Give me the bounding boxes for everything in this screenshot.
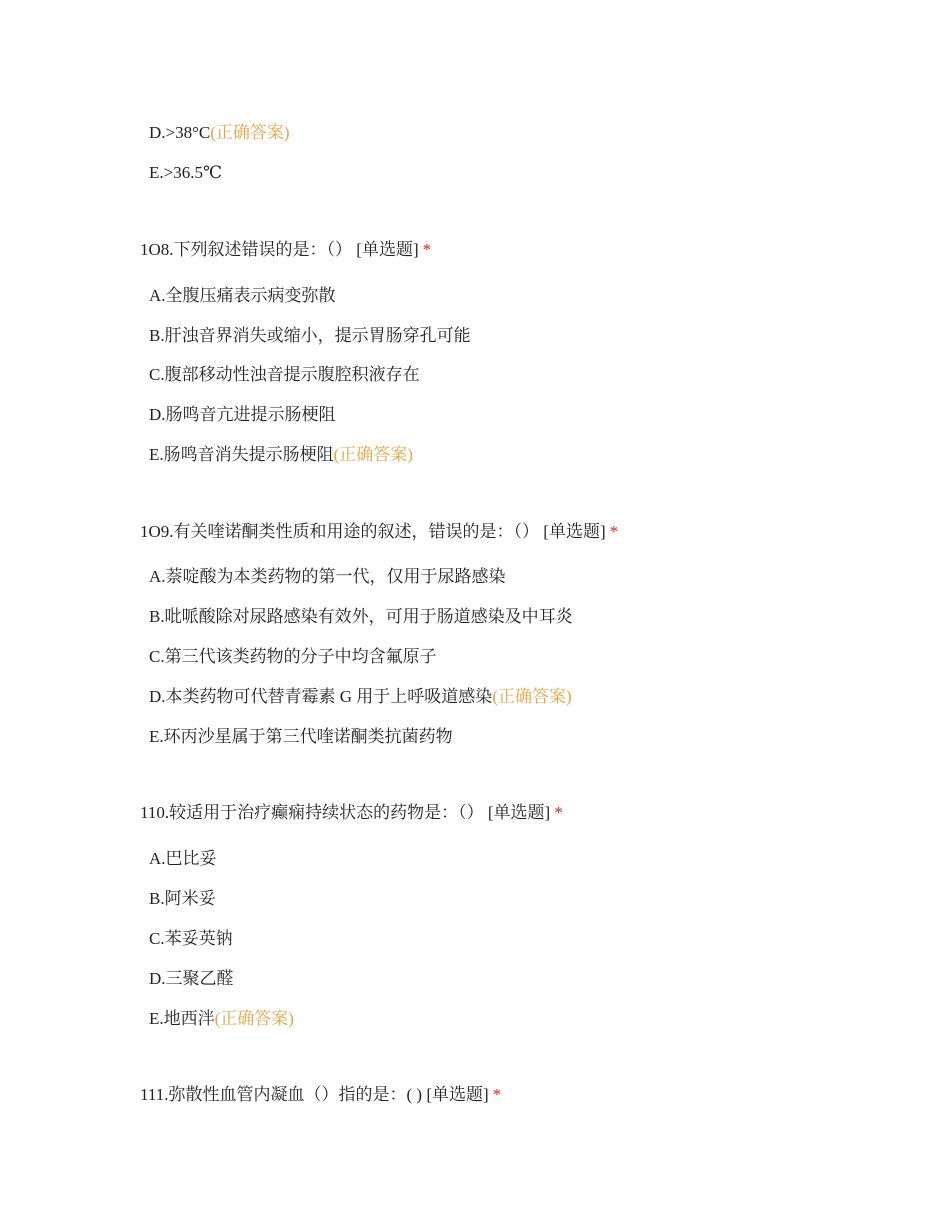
question-109-option-d — [149, 686, 572, 708]
question-type: [单选题] — [426, 1085, 489, 1104]
question-108-option-d — [149, 404, 336, 426]
question-109-title — [140, 521, 618, 543]
question-109-option-c — [149, 646, 437, 668]
question-110-title — [140, 802, 563, 824]
option-text: E.环丙沙星属于第三代喹诺酮类抗菌药物 — [149, 727, 453, 746]
option-text: B.阿米妥 — [149, 889, 216, 908]
question-110-option-d — [149, 968, 234, 990]
option-text: C.苯妥英钠 — [149, 929, 233, 948]
question-110-option-e — [149, 1008, 294, 1030]
option-text: D.肠鸣音亢进提示肠梗阻 — [149, 405, 336, 424]
question-text: 1O8.下列叙述错误的是：（） — [140, 240, 353, 259]
question-type: [单选题] — [543, 522, 606, 541]
question-type: [单选题] — [356, 240, 419, 259]
correct-answer-label: (正确答案) — [210, 123, 290, 142]
question-110-option-c — [149, 928, 233, 950]
question-110-option-b — [149, 888, 216, 910]
option-text: C.腹部移动性浊音提示腹腔积液存在 — [149, 365, 420, 384]
question-text: 1O9.有关喹诺酮类性质和用途的叙述，错误的是：（） — [140, 522, 540, 541]
option-text: C.第三代该类药物的分子中均含氟原子 — [149, 647, 437, 666]
option-text: B.吡哌酸除对尿路感染有效外，可用于肠道感染及中耳炎 — [149, 607, 573, 626]
question-110-option-a — [149, 848, 217, 870]
question-108-title — [140, 239, 431, 261]
required-mark: * — [554, 803, 563, 822]
option-text: D.>38°C — [149, 123, 211, 142]
option-e — [149, 162, 222, 184]
option-d — [149, 122, 290, 144]
option-text: A.全腹压痛表示病变弥散 — [149, 286, 336, 305]
option-text: E.>36.5℃ — [149, 163, 222, 182]
required-mark: * — [422, 240, 432, 259]
question-109-option-b — [149, 606, 573, 628]
option-text: A.萘啶酸为本类药物的第一代，仅用于尿路感染 — [149, 567, 506, 586]
question-108-option-c — [149, 364, 420, 386]
question-text: 110.较适用于治疗癫痫持续状态的药物是：（） — [140, 803, 484, 822]
question-109-option-a — [149, 566, 506, 588]
correct-answer-label: (正确答案) — [214, 1009, 294, 1028]
question-108-option-b — [149, 325, 471, 347]
option-text: A.巴比妥 — [149, 849, 217, 868]
option-text: B.肝浊音界消失或缩小，提示胃肠穿孔可能 — [149, 326, 471, 345]
question-108-option-e — [149, 444, 413, 466]
option-text: D.三聚乙醛 — [149, 969, 234, 988]
question-111-title — [140, 1084, 501, 1106]
option-text: E.地西泮 — [149, 1009, 215, 1028]
question-text: 111.弥散性血管内凝血（）指的是：( ) — [140, 1085, 423, 1104]
required-mark: * — [492, 1085, 502, 1104]
option-text: E.肠鸣音消失提示肠梗阻 — [149, 445, 334, 464]
question-109-option-e — [149, 726, 453, 748]
option-text: D.本类药物可代替青霉素 G 用于上呼吸道感染 — [149, 687, 493, 706]
correct-answer-label: (正确答案) — [333, 445, 413, 464]
correct-answer-label: (正确答案) — [492, 687, 572, 706]
required-mark: * — [609, 522, 619, 541]
question-108-option-a — [149, 285, 336, 307]
question-type: [单选题] — [487, 803, 551, 822]
